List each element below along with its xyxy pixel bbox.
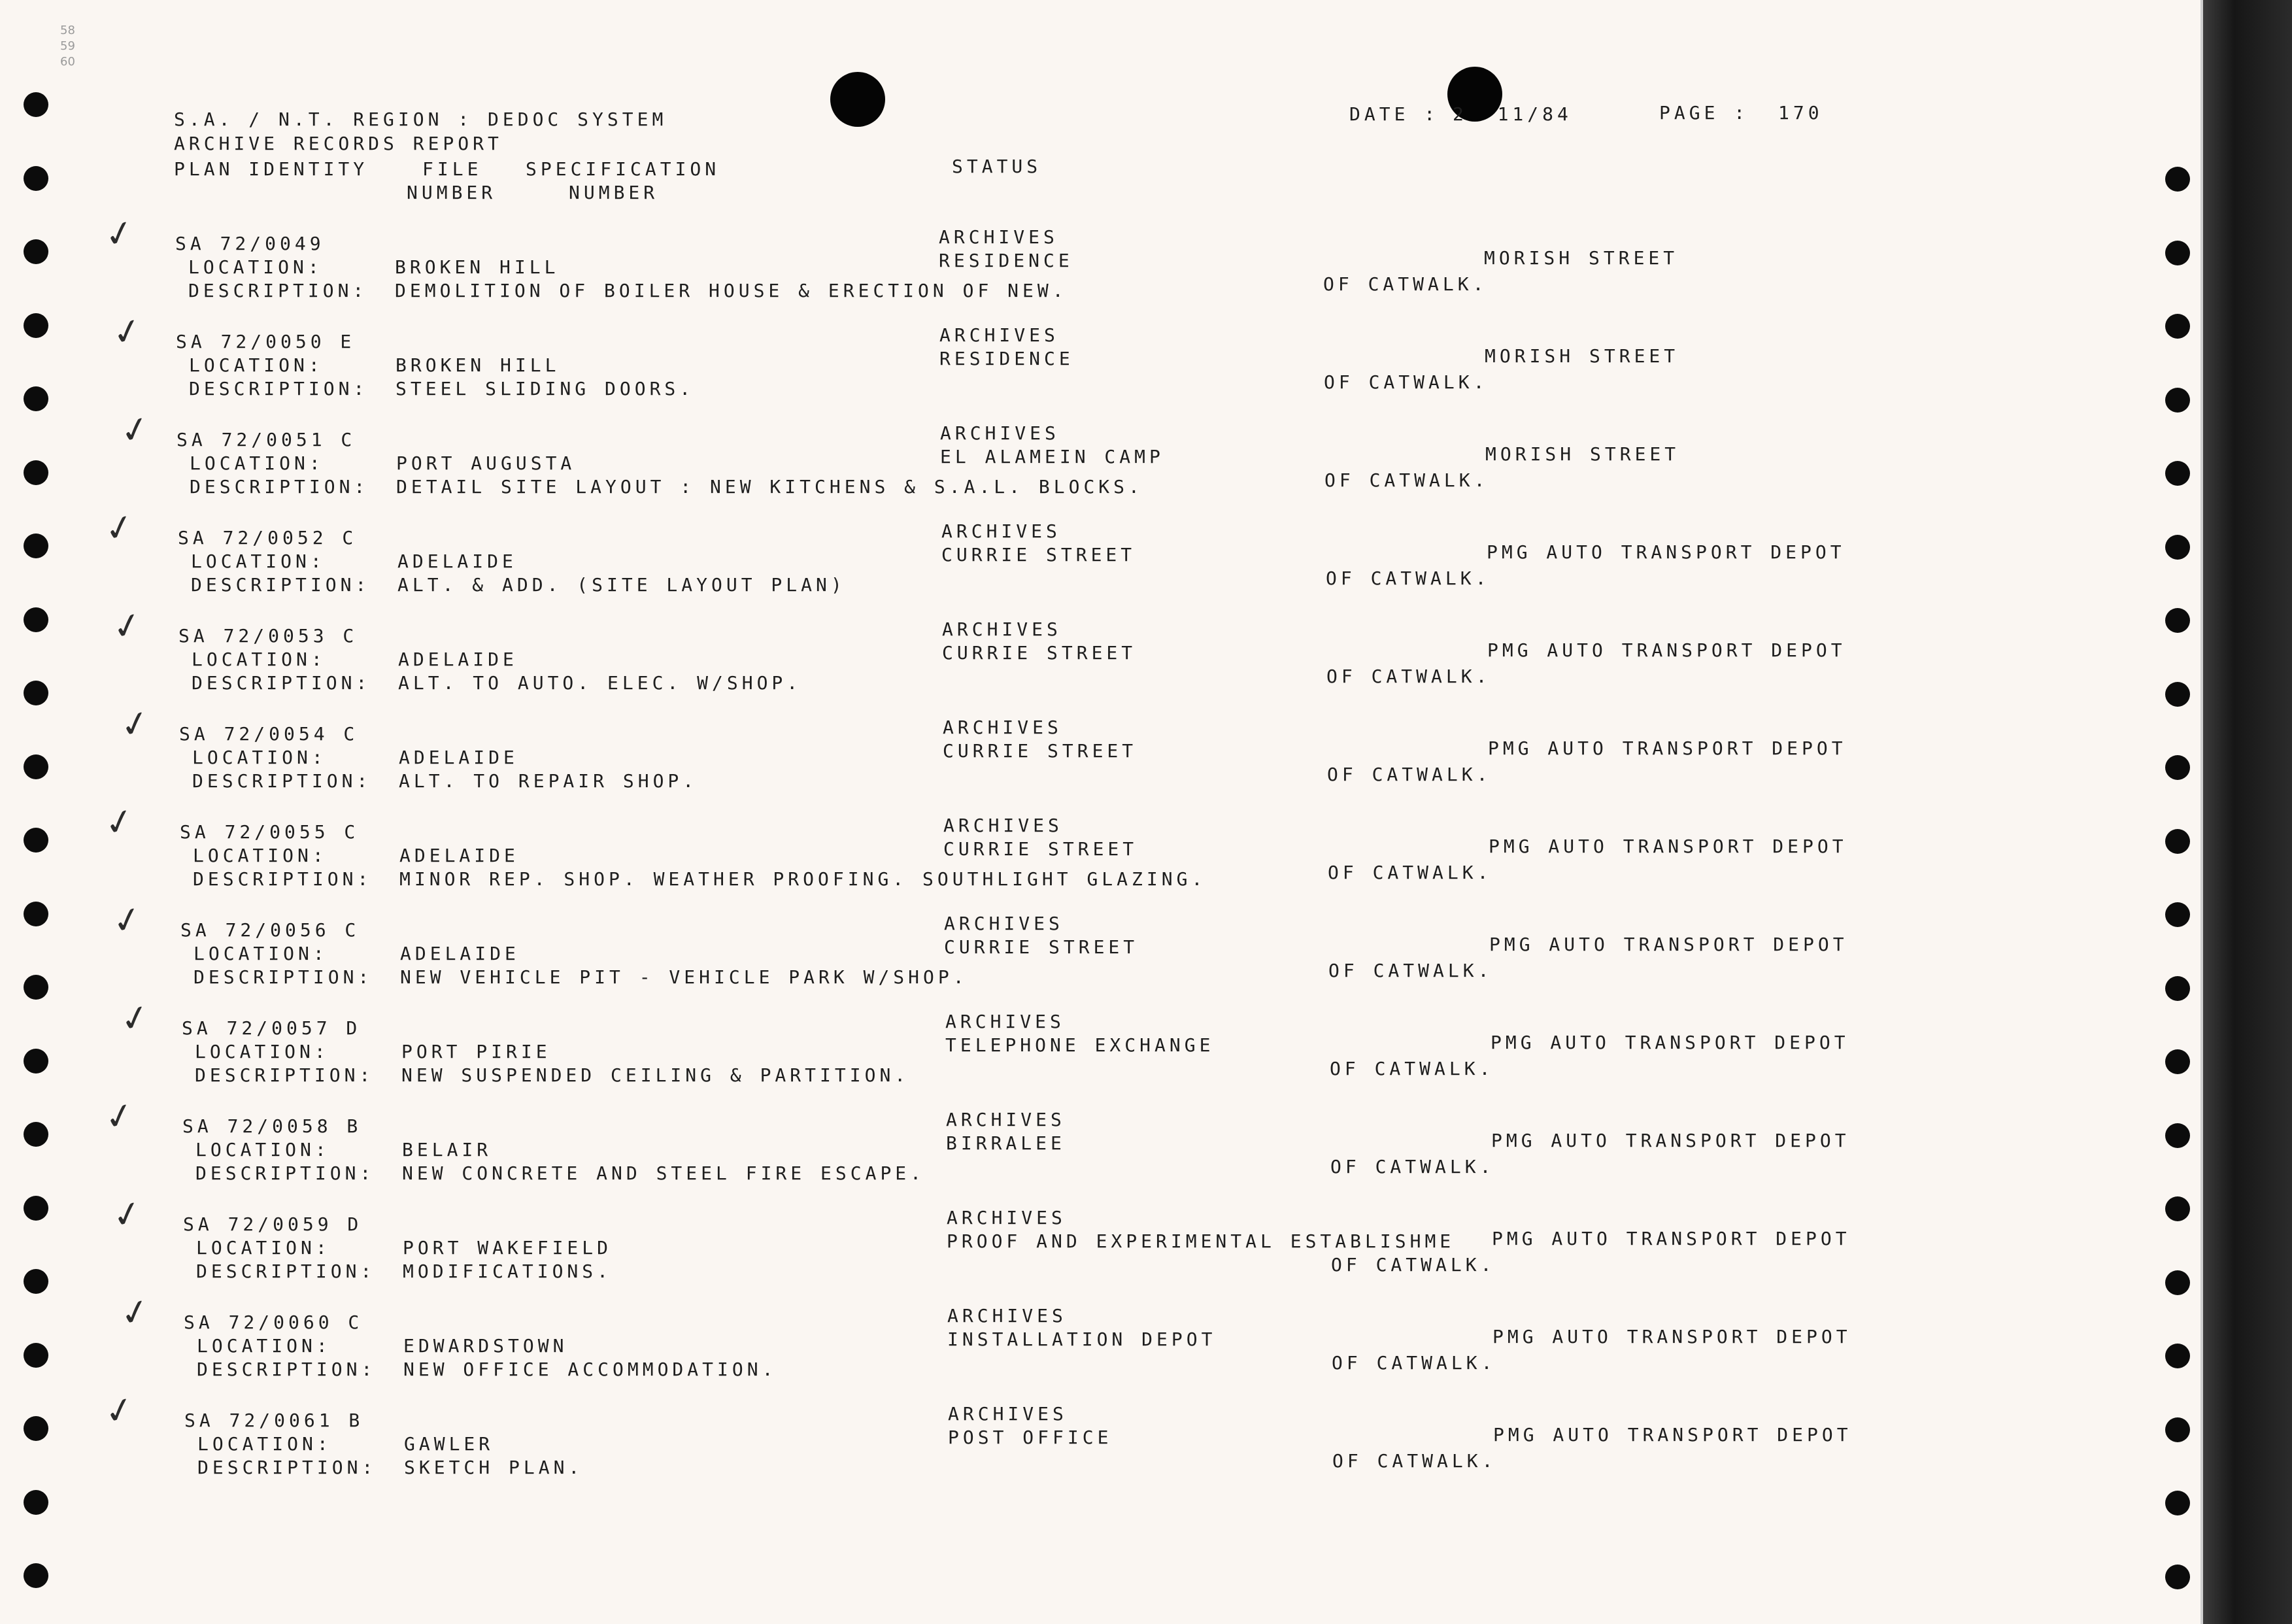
plan-identity: SA 72/0059 D — [183, 1213, 363, 1235]
tractor-hole — [24, 902, 48, 926]
plan-identity: SA 72/0056 C — [180, 919, 360, 941]
status-value: ARCHIVES — [947, 1305, 1067, 1327]
date-label: DATE : — [1349, 103, 1455, 125]
page-label: PAGE : — [1659, 102, 1749, 124]
depot-text: PMG AUTO TRANSPORT DEPOT — [1493, 1424, 1852, 1446]
status-detail: CURRIE STREET — [944, 936, 1139, 958]
location-label: LOCATION: — [192, 649, 326, 670]
description-value: MODIFICATIONS. — [403, 1260, 613, 1282]
tractor-hole — [2165, 241, 2190, 265]
status-value: ARCHIVES — [941, 520, 1061, 542]
column-file-sub: NUMBER — [407, 182, 497, 203]
depot-text: PMG AUTO TRANSPORT DEPOT — [1492, 1326, 1851, 1347]
location-value: ADELAIDE — [400, 943, 520, 964]
check-mark: ✓ — [116, 406, 154, 454]
column-file: FILE — [422, 158, 482, 180]
description-value: ALT. TO REPAIR SHOP. — [399, 770, 698, 792]
tractor-hole — [24, 1416, 48, 1441]
status-value: ARCHIVES — [948, 1403, 1068, 1425]
tractor-hole — [2165, 314, 2190, 339]
status-detail: POST OFFICE — [948, 1427, 1113, 1448]
tractor-hole — [2165, 1417, 2190, 1442]
tractor-hole — [24, 386, 48, 411]
plan-identity: SA 72/0061 B — [184, 1410, 364, 1431]
tractor-hole — [2165, 167, 2190, 192]
catwalk-text: OF CATWALK. — [1326, 567, 1491, 589]
tractor-hole — [2165, 1491, 2190, 1515]
depot-text: PMG AUTO TRANSPORT DEPOT — [1489, 934, 1848, 955]
description-value: NEW OFFICE ACCOMMODATION. — [403, 1359, 777, 1380]
description-value: NEW VEHICLE PIT - VEHICLE PARK W/SHOP. — [400, 966, 968, 988]
catwalk-text: OF CATWALK. — [1324, 371, 1489, 393]
status-detail: INSTALLATION DEPOT — [947, 1328, 1217, 1350]
location-label: LOCATION: — [197, 1335, 331, 1357]
status-detail: TELEPHONE EXCHANGE — [945, 1034, 1215, 1056]
tractor-hole — [2165, 461, 2190, 486]
tractor-hole — [2165, 755, 2190, 780]
location-value: BROKEN HILL — [395, 256, 560, 278]
tractor-hole — [24, 1049, 48, 1074]
description-value: MINOR REP. SHOP. WEATHER PROOFING. SOUTHLIGHT GLAZING. — [399, 868, 1207, 890]
location-label: LOCATION: — [194, 943, 328, 964]
tractor-hole — [24, 1343, 48, 1368]
tractor-hole — [24, 166, 48, 191]
catwalk-text: OF CATWALK. — [1330, 1156, 1495, 1177]
status-value: ARCHIVES — [939, 324, 1059, 346]
description-label: DESCRIPTION: — [197, 1457, 377, 1478]
margin-number-2: 59 — [60, 39, 75, 53]
plan-identity: SA 72/0050 E — [176, 331, 356, 352]
tractor-hole — [2165, 829, 2190, 854]
plan-identity: SA 72/0052 C — [178, 527, 358, 549]
catwalk-text: OF CATWALK. — [1332, 1352, 1496, 1374]
tractor-hole — [2165, 1270, 2190, 1295]
tractor-hole — [24, 1269, 48, 1294]
location-value: ADELAIDE — [399, 845, 519, 866]
tractor-hole — [24, 681, 48, 705]
description-value: DEMOLITION OF BOILER HOUSE & ERECTION OF NEW. — [395, 280, 1068, 301]
status-detail: RESIDENCE — [939, 348, 1074, 369]
description-label: DESCRIPTION: — [194, 966, 373, 988]
tractor-hole — [24, 92, 48, 117]
catwalk-text: OF CATWALK. — [1328, 862, 1492, 883]
status-detail: RESIDENCE — [939, 250, 1073, 271]
plan-identity: SA 72/0051 C — [177, 429, 356, 450]
tractor-hole — [2165, 1196, 2190, 1221]
check-mark: ✓ — [108, 602, 146, 650]
description-value: NEW CONCRETE AND STEEL FIRE ESCAPE. — [402, 1162, 926, 1184]
description-value: ALT. TO AUTO. ELEC. W/SHOP. — [398, 672, 802, 694]
check-mark: ✓ — [100, 504, 139, 552]
column-specification-sub: NUMBER — [569, 182, 659, 203]
location-value: PORT PIRIE — [401, 1041, 551, 1062]
plan-identity: SA 72/0049 — [175, 233, 325, 254]
catwalk-text: OF CATWALK. — [1328, 960, 1493, 981]
check-mark: ✓ — [100, 210, 139, 258]
location-label: LOCATION: — [196, 1237, 331, 1259]
status-detail: CURRIE STREET — [943, 838, 1138, 860]
description-label: DESCRIPTION: — [190, 476, 369, 498]
column-plan-identity: PLAN IDENTITY — [174, 158, 369, 180]
location-value: GAWLER — [404, 1433, 494, 1455]
status-detail: PROOF AND EXPERIMENTAL ESTABLISHME — [947, 1230, 1455, 1252]
tractor-hole — [24, 975, 48, 1000]
catwalk-text: OF CATWALK. — [1324, 469, 1489, 491]
status-value: ARCHIVES — [939, 226, 1058, 248]
location-label: LOCATION: — [195, 1041, 329, 1062]
location-value: PORT AUGUSTA — [396, 452, 576, 474]
description-label: DESCRIPTION: — [197, 1359, 377, 1380]
catwalk-text: OF CATWALK. — [1331, 1254, 1496, 1276]
report-title: ARCHIVE RECORDS REPORT — [174, 133, 503, 154]
location-value: BROKEN HILL — [396, 354, 560, 376]
status-value: ARCHIVES — [944, 913, 1064, 934]
depot-text: PMG AUTO TRANSPORT DEPOT — [1487, 541, 1845, 563]
description-value: DETAIL SITE LAYOUT : NEW KITCHENS & S.A.L. BLOCKS. — [396, 476, 1143, 498]
location-value: PORT WAKEFIELD — [403, 1237, 613, 1259]
status-detail: CURRIE STREET — [941, 544, 1136, 566]
location-label: LOCATION: — [189, 354, 324, 376]
depot-text: PMG AUTO TRANSPORT DEPOT — [1489, 836, 1847, 857]
depot-text: MORISH STREET — [1485, 345, 1679, 367]
location-value: ADELAIDE — [399, 747, 518, 768]
tractor-hole — [24, 828, 48, 853]
status-value: ARCHIVES — [940, 422, 1060, 444]
status-value: ARCHIVES — [943, 815, 1063, 836]
description-label: DESCRIPTION: — [191, 574, 371, 596]
check-mark: ✓ — [116, 700, 154, 748]
date-value: 2 11/84 — [1453, 103, 1572, 125]
depot-text: PMG AUTO TRANSPORT DEPOT — [1487, 639, 1846, 661]
status-value: ARCHIVES — [943, 717, 1062, 738]
catwalk-text: OF CATWALK. — [1327, 764, 1492, 785]
depot-text: PMG AUTO TRANSPORT DEPOT — [1488, 737, 1847, 759]
plan-identity: SA 72/0053 C — [178, 625, 358, 647]
location-value: BELAIR — [402, 1139, 492, 1160]
description-value: ALT. & ADD. (SITE LAYOUT PLAN) — [397, 574, 846, 596]
description-value: SKETCH PLAN. — [404, 1457, 584, 1478]
check-mark: ✓ — [108, 896, 146, 944]
location-value: EDWARDSTOWN — [403, 1335, 568, 1357]
location-label: LOCATION: — [191, 550, 326, 572]
location-label: LOCATION: — [190, 452, 324, 474]
punch-hole-left — [830, 72, 885, 127]
tractor-hole — [2165, 1565, 2190, 1589]
tractor-hole — [24, 1196, 48, 1221]
tractor-hole — [24, 607, 48, 632]
status-value: ARCHIVES — [946, 1109, 1066, 1130]
depot-text: PMG AUTO TRANSPORT DEPOT — [1491, 1032, 1849, 1053]
description-label: DESCRIPTION: — [196, 1260, 376, 1282]
check-mark: ✓ — [100, 1092, 139, 1140]
check-mark: ✓ — [116, 1289, 154, 1336]
report-system-title: S.A. / N.T. REGION : DEDOC SYSTEM — [174, 109, 667, 130]
check-mark: ✓ — [116, 994, 154, 1042]
tractor-hole — [2165, 1344, 2190, 1368]
location-label: LOCATION: — [197, 1433, 332, 1455]
status-value: ARCHIVES — [947, 1207, 1066, 1228]
tractor-hole — [2165, 1123, 2190, 1148]
plan-identity: SA 72/0057 D — [182, 1017, 362, 1039]
plan-identity: SA 72/0058 B — [182, 1115, 362, 1137]
tractor-hole — [2165, 535, 2190, 560]
catwalk-text: OF CATWALK. — [1332, 1450, 1497, 1472]
margin-number-3: 60 — [60, 55, 75, 69]
tractor-hole — [2165, 902, 2190, 927]
depot-text: PMG AUTO TRANSPORT DEPOT — [1491, 1130, 1850, 1151]
tractor-hole — [24, 754, 48, 779]
check-mark: ✓ — [100, 1387, 139, 1434]
column-specification: SPECIFICATION — [526, 158, 720, 180]
catwalk-text: OF CATWALK. — [1326, 666, 1491, 687]
description-label: DESCRIPTION: — [195, 1162, 375, 1184]
description-label: DESCRIPTION: — [192, 672, 371, 694]
tractor-hole — [2165, 1049, 2190, 1074]
tractor-hole — [24, 1122, 48, 1147]
catwalk-text: OF CATWALK. — [1330, 1058, 1494, 1079]
margin-number-1: 58 — [60, 24, 75, 37]
column-status: STATUS — [952, 156, 1042, 177]
description-value: NEW SUSPENDED CEILING & PARTITION. — [401, 1064, 910, 1086]
tractor-hole — [24, 1563, 48, 1588]
status-value: ARCHIVES — [942, 618, 1062, 640]
description-label: DESCRIPTION: — [195, 1064, 375, 1086]
depot-text: MORISH STREET — [1485, 443, 1680, 465]
status-detail: CURRIE STREET — [943, 740, 1138, 762]
status-detail: EL ALAMEIN CAMP — [940, 446, 1164, 467]
check-mark: ✓ — [108, 308, 146, 356]
catwalk-text: OF CATWALK. — [1323, 273, 1488, 295]
status-detail: BIRRALEE — [946, 1132, 1066, 1154]
description-label: DESCRIPTION: — [192, 770, 372, 792]
description-label: DESCRIPTION: — [189, 378, 369, 399]
tractor-hole — [24, 533, 48, 558]
page-number: 170 — [1778, 102, 1823, 124]
plan-identity: SA 72/0054 C — [179, 723, 359, 745]
plan-identity: SA 72/0060 C — [184, 1311, 363, 1333]
location-value: ADELAIDE — [398, 649, 518, 670]
description-label: DESCRIPTION: — [188, 280, 368, 301]
dark-scan-border — [2203, 0, 2292, 1624]
tractor-hole — [24, 313, 48, 338]
tractor-hole — [2165, 388, 2190, 413]
depot-text: MORISH STREET — [1484, 247, 1679, 269]
location-label: LOCATION: — [188, 256, 323, 278]
location-label: LOCATION: — [192, 747, 327, 768]
plan-identity: SA 72/0055 C — [180, 821, 360, 843]
check-mark: ✓ — [100, 798, 139, 846]
description-label: DESCRIPTION: — [193, 868, 373, 890]
tractor-hole — [24, 460, 48, 485]
status-value: ARCHIVES — [945, 1011, 1065, 1032]
location-label: LOCATION: — [193, 845, 328, 866]
check-mark: ✓ — [108, 1191, 146, 1238]
tractor-hole — [2165, 608, 2190, 633]
description-value: STEEL SLIDING DOORS. — [396, 378, 695, 399]
tractor-hole — [2165, 682, 2190, 707]
tractor-hole — [2165, 976, 2190, 1001]
tractor-hole — [24, 1490, 48, 1515]
location-value: ADELAIDE — [397, 550, 517, 572]
location-label: LOCATION: — [195, 1139, 330, 1160]
tractor-hole — [24, 239, 48, 264]
depot-text: PMG AUTO TRANSPORT DEPOT — [1492, 1228, 1851, 1249]
status-detail: CURRIE STREET — [942, 642, 1137, 664]
